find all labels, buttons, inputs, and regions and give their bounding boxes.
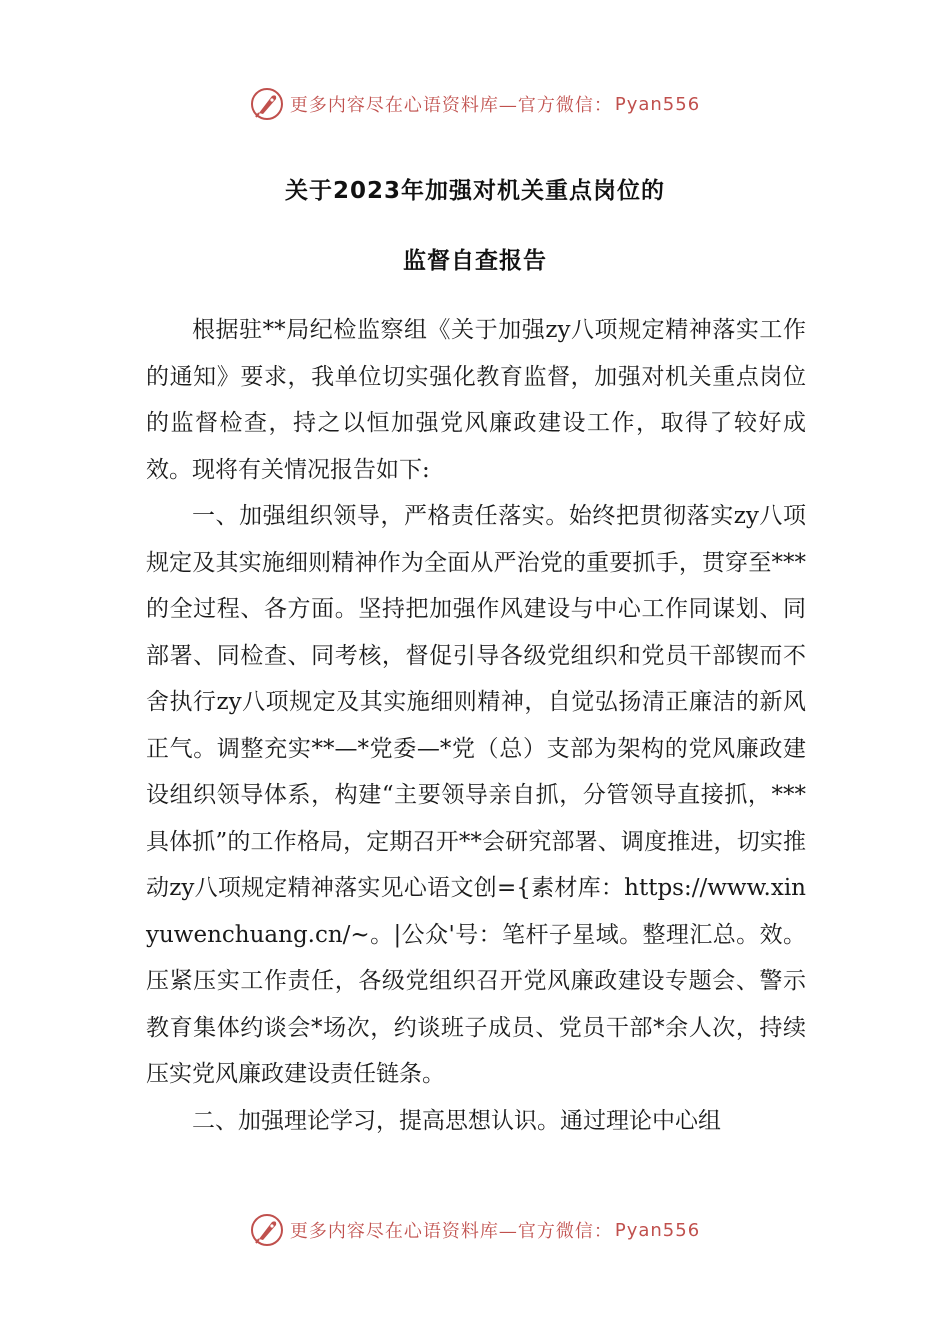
document-body: [146, 307, 806, 1144]
watermark-handle: Pyan556: [614, 93, 701, 115]
document-title-line2: 监督自查报告: [403, 248, 547, 274]
paragraph-section-one: 一、加强组织领导，严格责任落实。始终把贯彻落实zy八项规定及其实施细则精神作为全面从严治党的重要抓手，贯穿至***的全过程、各方面。坚持把加强作风建设与中心工作同谋划、同部署、同检查、同考核，督促引导各级党组织和党员干部锲而不舍执行zy八项规定及其实施细则精神，自觉弘扬清正廉洁的新风正气。调整充实**—*党委—*党（总）支部为架构的党风廉政建设组织领导体系，构建“主要领导亲自抓，分管领导直接抓，***具体抓”的工作格局，定期召开**会研究部署、调度推进，切实推动zy八项规定精神落实见心语文创={素材库：https://www.xinyuwenchuang.cn/~。|公众'号：笔杆子星域。整理汇总。效。压紧压实工作责任，各级党组织召开党风廉政建设专题会、警示教育集体约谈会*场次，约谈班子成员、党员干部*余人次，持续压实党风廉政建设责任链条。: [146, 503, 806, 1087]
watermark-text: 更多内容尽在心语资料库—官方微信：: [289, 95, 613, 116]
paragraph-intro: 根据驻**局纪检监察组《关于加强zy八项规定精神落实工作的通知》要求，我单位切实强化教育监督，加强对机关重点岗位的监督检查，持之以恒加强党风廉政建设工作，取得了较好成效。现将有关情况报告如下:: [146, 317, 806, 483]
watermark-handle: Pyan556: [614, 1219, 701, 1241]
paragraph-section-two: 二、加强理论学习，提高思想认识。通过理论中心组: [192, 1107, 721, 1134]
watermark-text: 更多内容尽在心语资料库—官方微信：: [289, 1221, 613, 1242]
header-watermark: [0, 84, 950, 124]
quill-pen-logo-icon: [250, 87, 284, 121]
document-title-line1: 关于2023年加强对机关重点岗位的: [284, 178, 665, 204]
quill-pen-logo-icon: [250, 1213, 284, 1247]
footer-watermark: [0, 1210, 950, 1250]
